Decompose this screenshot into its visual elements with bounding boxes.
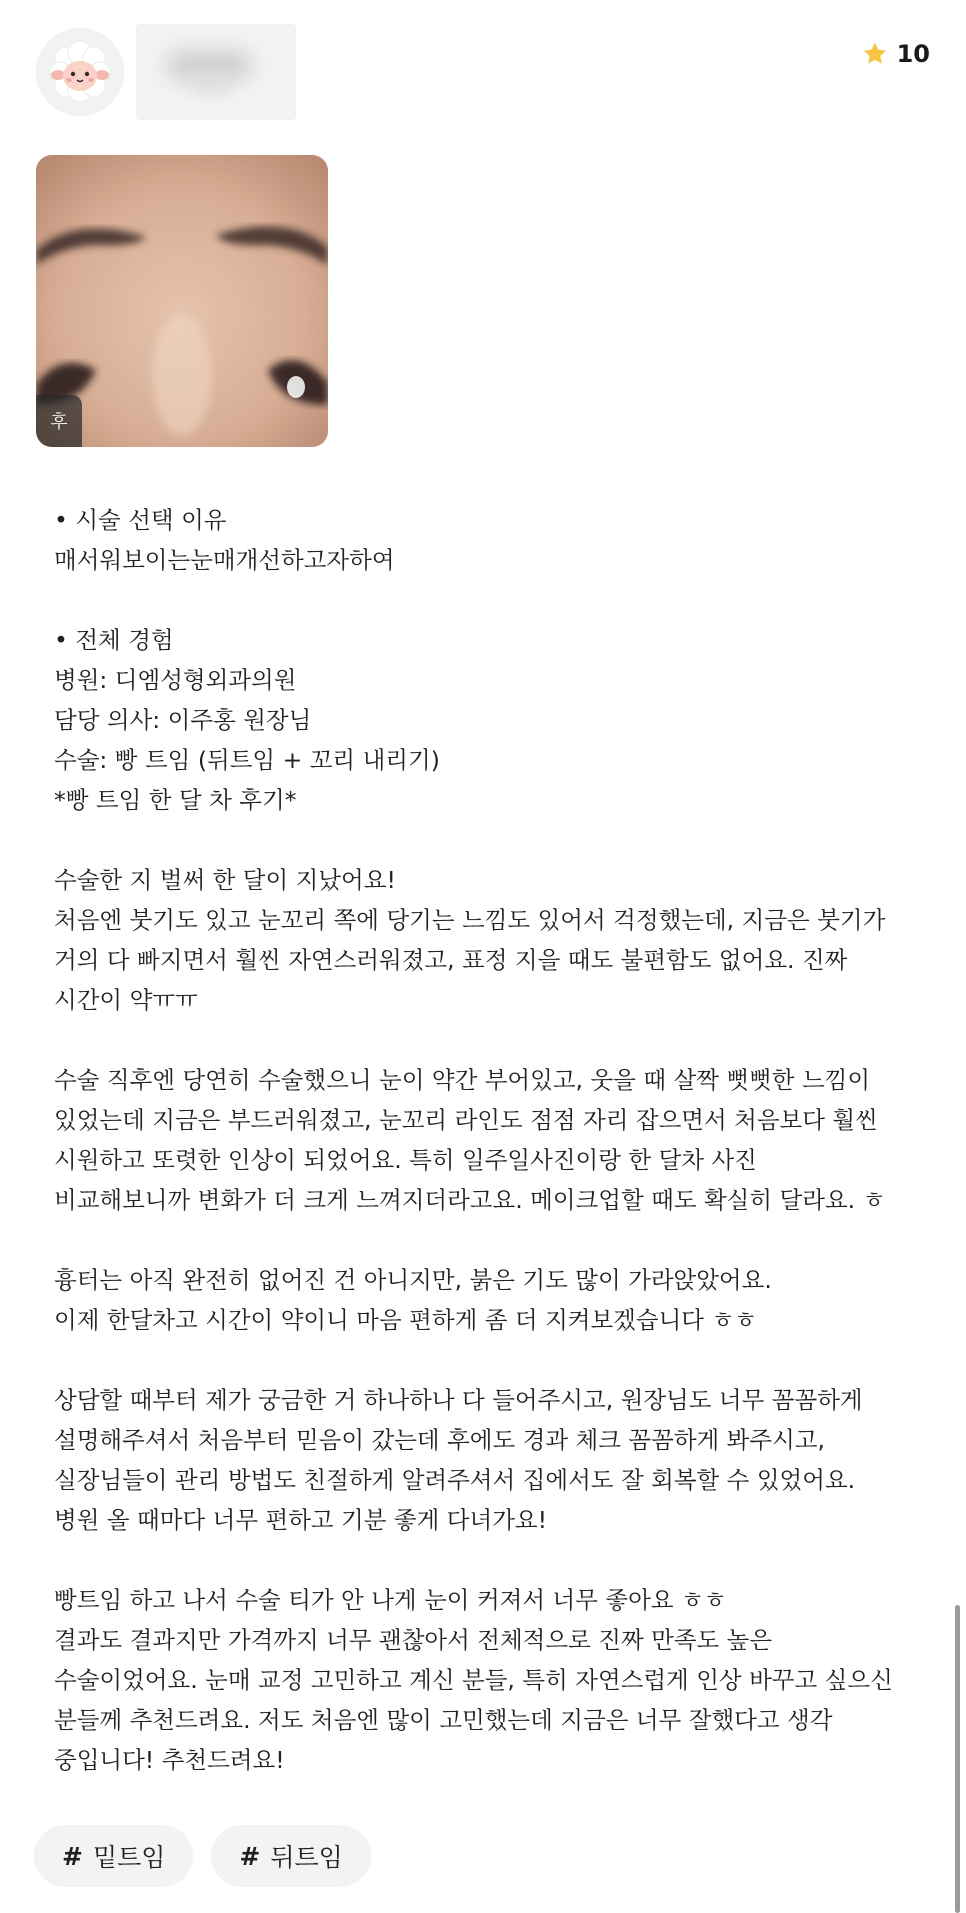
paragraph-gap	[54, 1540, 934, 1580]
review-line: 분들께 추천드려요. 저도 처음엔 많이 고민했는데 지금은 너무 잘했다고 생각	[54, 1706, 833, 1734]
after-badge: 후	[36, 395, 82, 447]
review-line: 이제 한달차고 시간이 약이니 마음 편하게 좀 더 지켜보겠습니다 ㅎㅎ	[54, 1306, 757, 1334]
hashtag-label: 뒤트임	[270, 1843, 343, 1872]
review-line: 비교해보니까 변화가 더 크게 느껴지더라고요. 메이크업할 때도 확실히 달라요. ㅎ	[54, 1186, 886, 1214]
review-line: 병원: 디엠성형외과의원	[54, 666, 297, 694]
star-icon	[861, 40, 889, 68]
review-line: 상담할 때부터 제가 궁금한 거 하나하나 다 들어주시고, 원장님도 너무 꼼꼼하게	[54, 1386, 863, 1414]
review-line: 매서워보이는눈매개선하고자하여	[54, 546, 395, 574]
review-line: 수술 직후엔 당연히 수술했으니 눈이 약간 부어있고, 웃을 때 살짝 뻣뻣한 느낌이	[54, 1066, 871, 1094]
review-line: 흉터는 아직 완전히 없어진 건 아니지만, 붉은 기도 많이 가라앉았어요.	[54, 1266, 772, 1294]
paragraph-gap	[54, 1340, 934, 1380]
hashtag-label: 밑트임	[92, 1843, 166, 1872]
review-line: 빵트임 하고 나서 수술 티가 안 나게 눈이 커져서 너무 좋아요 ㅎㅎ	[54, 1586, 727, 1614]
review-line: • 시술 선택 이유	[54, 506, 227, 534]
review-line: 담당 의사: 이주홍 원장님	[54, 706, 312, 734]
review-line: 병원 올 때마다 너무 편하고 기분 좋게 다녀가요!	[54, 1506, 548, 1534]
hashtag-chip[interactable]	[34, 1825, 193, 1887]
review-line: • 전체 경험	[54, 626, 174, 654]
paragraph-gap	[54, 1220, 934, 1260]
review-line: 수술이었어요. 눈매 교정 고민하고 계신 분들, 특히 자연스럽게 인상 바꾸고 싶으신	[54, 1666, 893, 1694]
review-line: 처음엔 붓기도 있고 눈꼬리 쪽에 당기는 느낌도 있어서 걱정했는데, 지금은 붓기가	[54, 906, 886, 934]
review-line: *빵 트임 한 달 차 후기*	[54, 786, 297, 814]
review-photo[interactable]	[36, 155, 328, 447]
scrollbar[interactable]	[955, 1605, 960, 1913]
review-header	[0, 0, 966, 110]
review-line: 있었는데 지금은 부드러워졌고, 눈꼬리 라인도 점점 자리 잡으면서 처음보다 훨씬	[54, 1106, 878, 1134]
review-line: 수술한 지 벌써 한 달이 지났어요!	[54, 866, 396, 894]
hashtag-chip[interactable]	[211, 1825, 370, 1887]
rating	[861, 36, 930, 72]
blurred-username	[136, 24, 296, 120]
paragraph-gap	[54, 580, 934, 620]
sheep-avatar-icon[interactable]	[36, 28, 124, 116]
review-line: 실장님들이 관리 방법도 친절하게 알려주셔서 집에서도 잘 회복할 수 있었어요.	[54, 1466, 856, 1494]
review-line: 설명해주셔서 처음부터 믿음이 갔는데 후에도 경과 체크 꼼꼼하게 봐주시고,	[54, 1426, 825, 1454]
tag-list	[34, 1825, 371, 1887]
hash-icon: #	[62, 1841, 83, 1871]
review-line: 시원하고 또렷한 인상이 되었어요. 특히 일주일사진이랑 한 달차 사진	[54, 1146, 757, 1174]
rating-score: 10	[896, 40, 930, 68]
hash-icon: #	[239, 1841, 261, 1871]
review-line: 시간이 약ㅠㅠ	[54, 986, 198, 1014]
review-line: 결과도 결과지만 가격까지 너무 괜찮아서 전체적으로 진짜 만족도 높은	[54, 1626, 773, 1654]
review-line: 수술: 빵 트임 (뒤트임 + 꼬리 내리기)	[54, 746, 440, 774]
paragraph-gap	[54, 820, 934, 860]
review-text	[54, 500, 934, 1780]
review-line: 중입니다! 추천드려요!	[54, 1746, 285, 1774]
paragraph-gap	[54, 1020, 934, 1060]
review-line: 거의 다 빠지면서 훨씬 자연스러워졌고, 표정 지을 때도 불편함도 없어요. 진짜	[54, 946, 848, 974]
